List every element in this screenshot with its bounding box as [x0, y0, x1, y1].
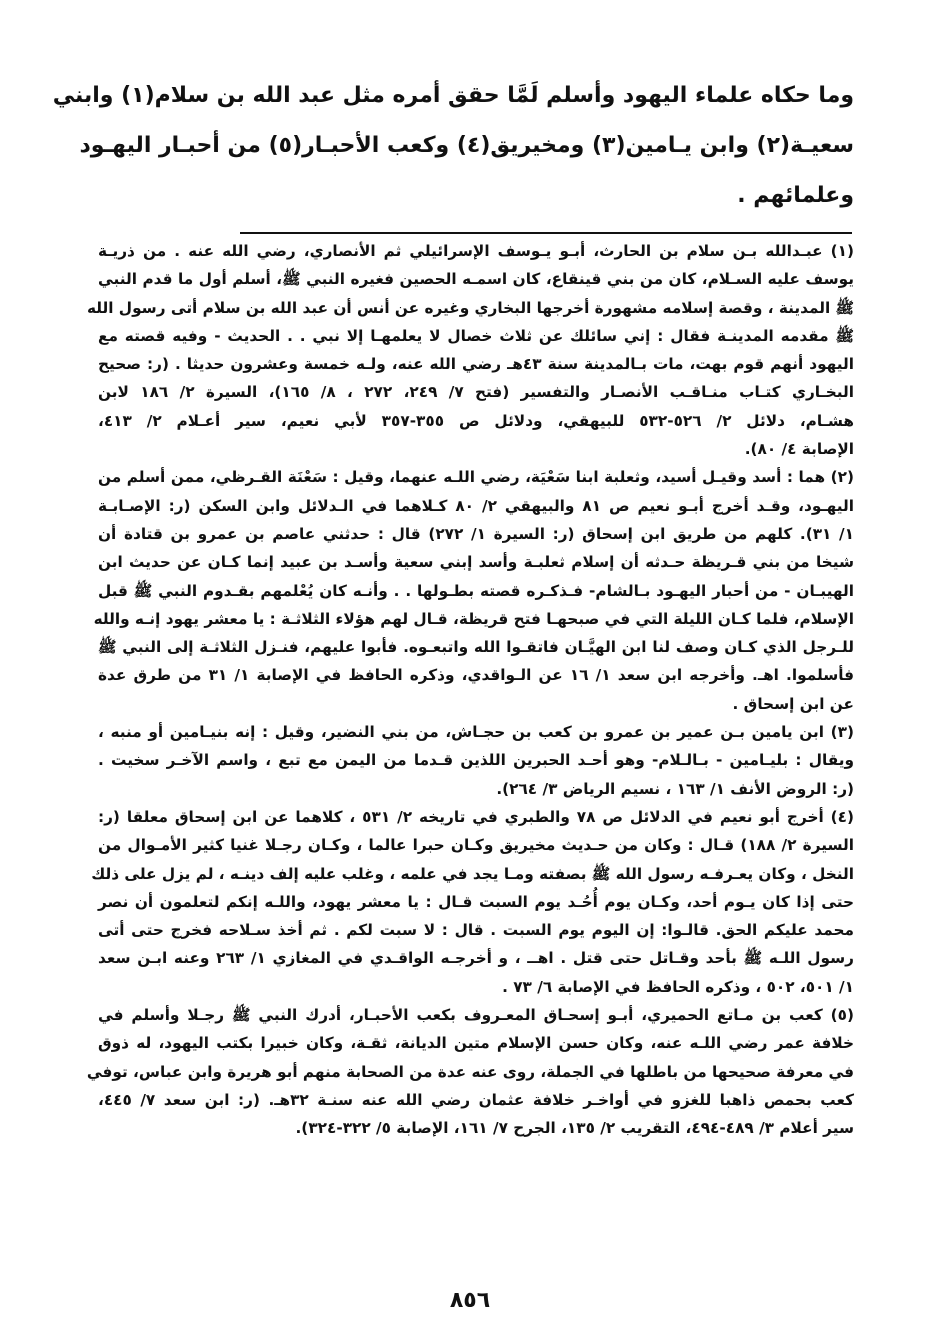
- footnote-line: ﷺ مقدمه المدينـة فقال : إني سائلك عن ثلاث خصال لا يعلمهـا إلا نبي . . الحديث - وفيه قصته مع: [98, 326, 854, 345]
- footnote-line: محمد عليكم الحق. قالـوا: إن اليوم يوم السبت . قال : لا سبت لكم . ثم أخذ سـلاحه فخرج حتى أتى: [98, 921, 854, 940]
- footnote-line: رسول اللـه ﷺ بأحد وقـاتل حتى قتل . اهــ ، و أخرجـه الواقـدي في المغازي ١/ ٢٦٣ وعنه ابـن سعد: [98, 949, 854, 968]
- footnote-line: هشـام، دلائل ٢/ ٥٢٦-٥٣٢ للبيهقي، ودلائل ص ٣٥٥-٣٥٧ لأبي نعيم، سير أعـلام ٢/ ٤١٣،: [98, 411, 854, 430]
- footnote-line: يوسف عليه السـلام، كان من بني قينقاع، كان اسمـه الحصين فغيره النبي ﷺ، أسلم أول ما قدم النبي: [98, 270, 854, 289]
- footnote-line: (ر: الروض الأنف ١/ ١٦٣ ، نسيم الرياض ٣/ ٢٦٤).: [496, 779, 854, 798]
- footnote-line: (١) عبـدالله بـن سلام بن الحارث، أبـو يـوسف الإسرائيلي ثم الأنصاري، رضي الله عنه . من ذريـة: [98, 242, 854, 260]
- footnote-line: ١/ ٥٠١، ٥٠٢ ، وذكره الحافظ في الإصابة ٦/ ٧٣ .: [502, 977, 854, 996]
- footnote-line: ١/ ٣١). كلهم من طريق ابن إسحاق (ر: السيرة ١/ ٢٧٢) قال : حدثني عاصم بن عمرو بن قتادة أن: [98, 524, 854, 543]
- footnote-2: [93, 463, 854, 718]
- footnote-line: الإصابة ٤/ ٨٠).: [744, 440, 854, 459]
- footnote-line: ﷺ المدينة ، وقصة إسلامه مشهورة أخرجها البخاري وغيره عن أنس أن عبد الله بن سلام أتى رسول الله: [86, 298, 854, 317]
- footnote-line: اليهود أنهم قوم بهت، مات بـالمدينة سنة ٤٣هـ رضي الله عنه، ولـه خمسة وعشرون حديثا . (ر: صحيح: [98, 355, 854, 374]
- main-text: [52, 74, 854, 224]
- footnote-line: ويقال : بليـامين - بـالـلام- وهو أحـد الحبرين اللذين قـدما من اليمن مع تبع ، واسم الآخـر سخيت .: [98, 751, 854, 770]
- footnote-line: السيرة ٢/ ١٨٨) قـال : وكان من حـديث مخيريق وكـان حبرا عالما ، وكـان رجـلا غنيا كثير الأمـوال من: [98, 836, 855, 855]
- footnote-4: [91, 803, 855, 1001]
- footnote-line: كعب بحمص ذاهبا للغزو في أواخـر خلافة عثمان رضي الله عنه سنـة ٣٢هـ. (ر: ابن سعد ٧/ ٤٤٥،: [98, 1090, 854, 1109]
- footnote-line: عن ابن إسحاق .: [732, 694, 854, 713]
- footnote-line: النخل ، وكان يعـرفـه رسول الله ﷺ بصفته ومـا يجد في علمه ، وغلب عليه إلف دينـه ، لم يزل على ذلك: [91, 864, 854, 883]
- footnote-line: البخـاري كتـاب منـاقـب الأنصـار والتفسير (فتح ٧/ ٢٤٩، ٢٧٢ ، ٨/ ١٦٥)، السيرة ٢/ ١٨٦ لابن: [98, 383, 855, 402]
- footnote-separator: [240, 232, 852, 234]
- footnote-line: حتى إذا كان يـوم أحد، وكـان يوم أُحُـد يوم السبت قـال : يا معشر يهود، واللـه إنكم لتعلمون أن نصر: [98, 892, 854, 911]
- footnote-line: (٢) هما : أسد وقيـل أسيد، وثعلبة ابنا سَعْيَة، رضي اللـه عنهما، وقيل : سَعْنَة القـرظي، ممن أسلم من: [98, 468, 854, 487]
- footnote-1: [86, 237, 855, 463]
- footnote-3: [98, 718, 854, 803]
- footnote-line: سير أعلام ٣/ ٤٨٩-٤٩٤، التقريب ٢/ ١٣٥، الجرح ٧/ ١٦١، الإصابة ٥/ ٣٢٢-٣٢٤).: [295, 1119, 854, 1138]
- footnote-5: [86, 1001, 854, 1142]
- footnote-line: شيخا من بني قـريظة حـدثه أن إسلام ثعلبـة وأسد إبني سعية وأسـد بن عبيد إنما كـان عن حديث ابن: [98, 553, 854, 572]
- footnotes: [86, 237, 855, 1143]
- footnote-line: (٥) كعب بن مـاتع الحميري، أبـو إسحـاق المعـروف بكعب الأحبـار، أدرك النبي ﷺ رجـلا وأسلم في: [98, 1006, 854, 1025]
- footnote-line: (٤) أخرج أبو نعيم في الدلائل ص ٧٨ والطبري في تاريخه ٢/ ٥٣١ ، كلاهما عن ابن إسحاق معلقا (ر:: [98, 807, 854, 826]
- footnote-line: خلافة عمر رضي اللـه عنه، وكان حسن الإسلام متين الديانة، ثقـة، وكان خبيرا بكتب اليهود، له ذوق: [98, 1034, 854, 1053]
- main-text-line: سعيـة(٢) وابن يـامين(٣) ومخيريق(٤) وكعب الأحبـار(٥) من أحبـار اليهـود: [79, 133, 854, 158]
- footnote-line: الهيبـان - من أحبار اليهـود بـالشام- فـذكـره قصته بطـولها . . وأنـه كان يُعْلمهم بقـدوم النبي ﷺ قبل: [98, 581, 854, 600]
- main-text-line: وعلمائهم .: [737, 183, 854, 208]
- footnote-line: (٣) ابن يامين بـن عمير بن عمرو بن كعب بن حجـاش، من بني النضير، وقيل : إنه بنيـامين أو منبه ،: [98, 723, 854, 742]
- footnote-line: للـرجل الذي كـان وصف لنا ابن الهيَّـان فاتقـوا الله واتبعـوه. فأبوا عليهم، فنـزل الثلاثـة إلى النبي ﷺ: [98, 638, 854, 657]
- footnote-line: اليهـود، وقـد أخرج أبـو نعيم ص ٨١ والبيهقي ٢/ ٨٠ كـلاهما في الـدلائل وابن السكن (ر: الإصـابـة: [98, 496, 854, 515]
- footnote-line: فأسلموا. اهـ. وأخرجه ابن سعد ١/ ١٦ عن الـواقدي، وذكره الحافظ في الإصابة ١/ ٣١ من طرق عدة: [98, 666, 854, 685]
- main-text-line: وما حكاه علماء اليهود وأسلم لَمَّا حقق أمره مثل عبد الله بن سلام(١) وابني: [52, 83, 854, 108]
- footnote-line: في معرفة صحيحها من باطلها في الجملة، روى عنه عدة من الصحابة منهم أبو هريرة وابن عباس، توفي: [86, 1062, 854, 1081]
- page-number: ٨٥٦: [449, 1288, 491, 1313]
- footnote-line: الإسلام، فلما كـان الليلة التي في صبحهـا فتح قريظة، قـال لهم هؤلاء الثلاثـة : يا معشر يهود إنـه والله: [93, 609, 854, 628]
